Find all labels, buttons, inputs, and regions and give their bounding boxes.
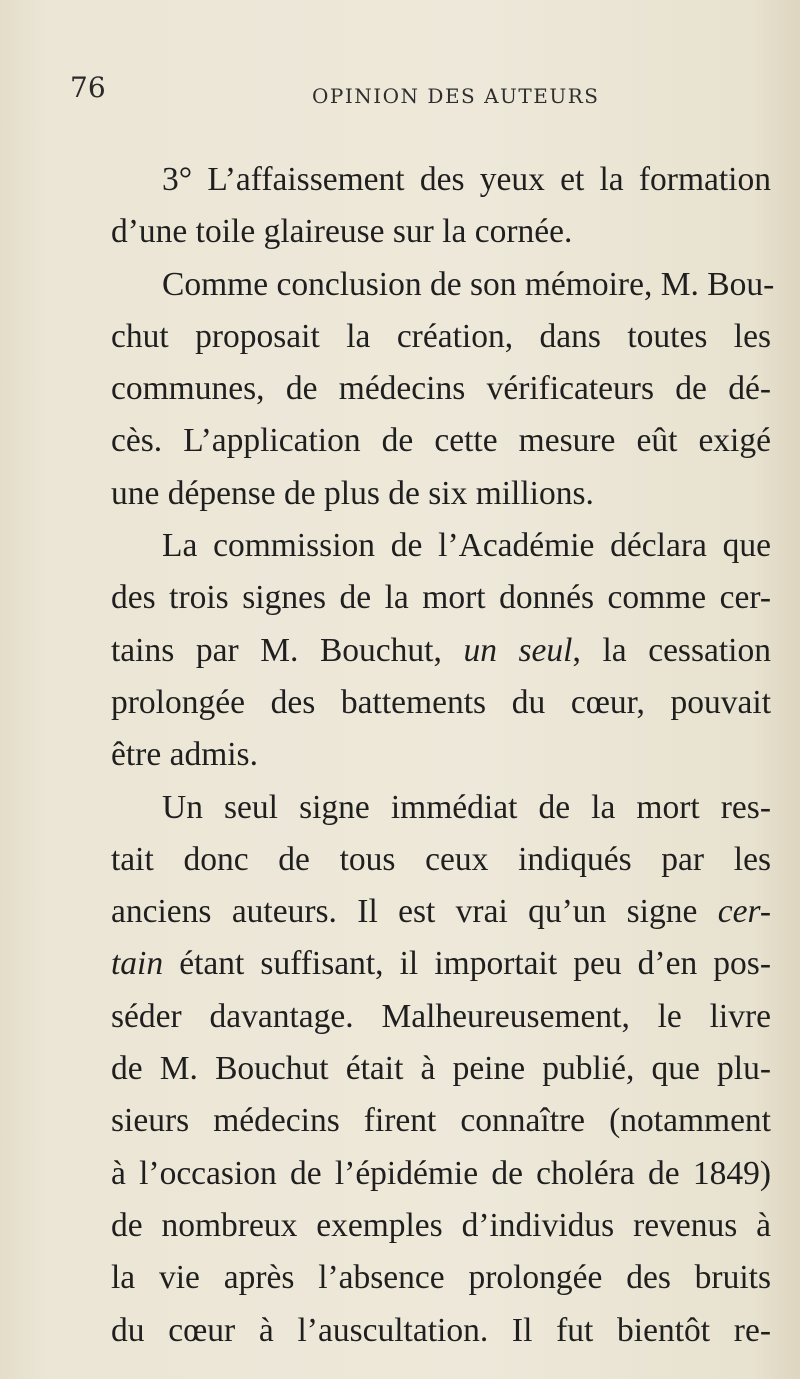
text-run: étant suffisant, il importait peu d’en pos- [163,945,771,983]
text-run: , la cessation [572,631,771,669]
page-number: 76 [70,71,106,104]
text-line [111,625,771,677]
text-line: Un seul signe immédiat de la mort res- [162,788,771,826]
text-line [111,886,771,938]
text-line [111,938,771,990]
text-line: à l’occasion de l’épidémie de choléra de 1849) [111,1154,771,1192]
italic-text: cer- [717,893,771,931]
running-head: OPINION DES AUTEURS [312,84,600,108]
text-run: tains par M. Bouchut, [111,631,464,669]
text-line: Comme conclusion de son mémoire, M. Bou- [162,265,775,303]
text-line: séder davantage. Malheureusement, le livre [111,997,771,1035]
body-text [111,154,775,1357]
text-line: 3° L’affaissement des yeux et la formation [162,161,771,198]
text-line: sieurs médecins firent connaître (notamment [111,1102,771,1140]
text-line: du cœur à l’auscultation. Il fut bientôt re- [111,1311,771,1349]
text-line: La commission de l’Académie déclara que [162,527,771,565]
text-line: d’une toile glaireuse sur la cornée. [111,213,573,251]
text-line: des trois signes de la mort donnés comme cer- [111,579,771,617]
italic-text: tain [111,945,164,983]
text-line: de M. Bouchut était à peine publié, que plu- [111,1050,771,1088]
text-line: de nombreux exemples d’individus revenus à [111,1206,771,1244]
text-line: tait donc de tous ceux indiqués par les [111,840,771,878]
text-run: anciens auteurs. Il est vrai qu’un signe [111,893,718,931]
text-line: la vie après l’absence prolongée des bruits [111,1259,771,1297]
text-line: communes, de médecins vérificateurs de dé- [111,370,771,408]
text-line: être admis. [111,736,258,774]
text-line: prolongée des battements du cœur, pouvait [111,683,771,721]
text-line: chut proposait la création, dans toutes les [111,317,771,355]
italic-text: un seul [463,631,573,669]
text-line: cès. L’application de cette mesure eût exigé [111,422,771,460]
text-line: une dépense de plus de six millions. [111,474,594,512]
